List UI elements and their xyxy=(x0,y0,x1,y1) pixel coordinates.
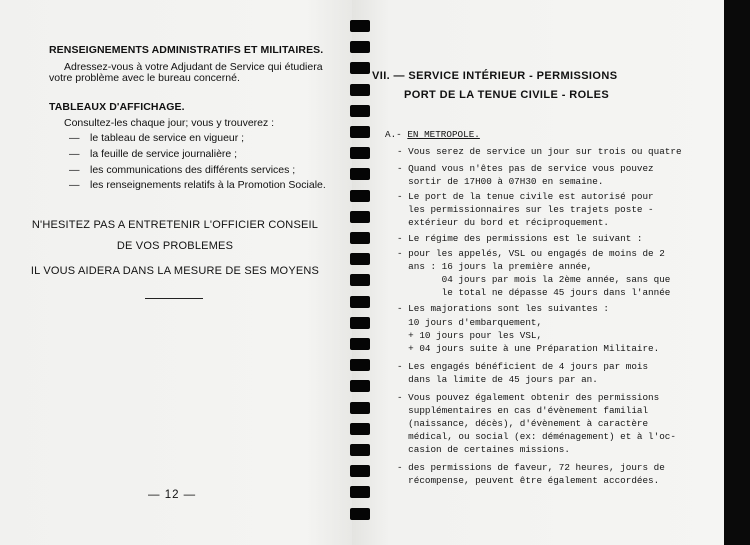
list-item: — les renseignements relatifs à la Promotion Sociale. xyxy=(69,179,326,191)
section-text-line: votre problème avec le bureau concerné. xyxy=(49,72,240,84)
text-line: - des permissions de faveur, 72 heures, jours de xyxy=(397,462,665,473)
binding-ring xyxy=(350,190,370,202)
binding-ring xyxy=(350,232,370,244)
binding-ring xyxy=(350,380,370,392)
notice-line: DE VOS PROBLEMES xyxy=(116,240,234,252)
binding-ring xyxy=(350,423,370,435)
binding-ring xyxy=(350,402,370,414)
text-line: médical, ou social (ex: déménagement) et à l'oc- xyxy=(397,431,676,442)
binding-ring xyxy=(350,211,370,223)
page-number: — 12 — xyxy=(148,489,197,501)
divider xyxy=(145,298,203,299)
notice-line: IL VOUS AIDERA DANS LA MESURE DE SES MOYENS xyxy=(30,265,320,277)
binding-ring xyxy=(350,296,370,308)
binding-ring xyxy=(350,20,370,32)
text-line: - Vous serez de service un jour sur trois ou quatre xyxy=(397,146,682,157)
list-item: — les communications des différents services ; xyxy=(69,164,296,176)
text-line: le total ne dépasse 45 jours dans l'année xyxy=(397,287,671,298)
binding-ring xyxy=(350,444,370,456)
text-line: sortir de 17H00 à 07H30 en semaine. xyxy=(397,176,604,187)
page-subtitle: PORT DE LA TENUE CIVILE - ROLES xyxy=(404,89,610,101)
text-line: extérieur du bord et réciproquement. xyxy=(397,217,610,228)
binding-ring xyxy=(350,105,370,117)
text-line: 10 jours d'embarquement, xyxy=(397,317,543,328)
text-line: + 10 jours pour les VSL, xyxy=(397,330,543,341)
text-line: casion de certaines missions. xyxy=(397,444,570,455)
binding-ring xyxy=(350,41,370,53)
section-text-line: Adressez-vous à votre Adjudant de Service qui étudiera xyxy=(64,61,323,73)
binding-ring xyxy=(350,126,370,138)
page-title: VII. — SERVICE INTÉRIEUR - PERMISSIONS xyxy=(372,70,618,82)
right-page xyxy=(352,0,724,545)
binding-ring xyxy=(350,84,370,96)
spiral-binding xyxy=(348,0,374,545)
text-line: supplémentaires en cas d'évènement familial xyxy=(397,405,649,416)
section-heading: A.- EN METROPOLE. xyxy=(385,129,480,140)
list-item: — la feuille de service journalière ; xyxy=(69,148,238,160)
section-title-administrative: RENSEIGNEMENTS ADMINISTRATIFS ET MILITAIRES. xyxy=(49,44,324,56)
text-line: récompense, peuvent être également accordées. xyxy=(397,475,660,486)
text-line: - pour les appelés, VSL ou engagés de moins de 2 xyxy=(397,248,665,259)
binding-ring xyxy=(350,253,370,265)
text-line: + 04 jours suite à une Préparation Militaire. xyxy=(397,343,660,354)
text-line: dans la limite de 45 jours par an. xyxy=(397,374,598,385)
left-page xyxy=(0,0,360,545)
binding-ring xyxy=(350,508,370,520)
text-line: les permissionnaires sur les trajets poste - xyxy=(397,204,654,215)
binding-ring xyxy=(350,465,370,477)
binding-ring xyxy=(350,62,370,74)
text-line: - Le port de la tenue civile est autorisé pour xyxy=(397,191,654,202)
binding-ring xyxy=(350,274,370,286)
text-line: 04 jours par mois la 2ème année, sans que xyxy=(397,274,671,285)
text-line: - Le régime des permissions est le suivant : xyxy=(397,233,643,244)
text-line: - Vous pouvez également obtenir des permissions xyxy=(397,392,660,403)
binding-ring xyxy=(350,338,370,350)
binding-ring xyxy=(350,317,370,329)
text-line: (naissance, décès), d'évènement à caractère xyxy=(397,418,649,429)
section-title-display-boards: TABLEAUX D'AFFICHAGE. xyxy=(49,101,185,113)
list-item: — le tableau de service en vigueur ; xyxy=(69,132,245,144)
notice-line: N'HESITEZ PAS A ENTRETENIR L'OFFICIER CONSEIL xyxy=(31,219,319,231)
section-intro: Consultez-les chaque jour; vous y trouverez : xyxy=(64,117,275,129)
text-line: - Les majorations sont les suivantes : xyxy=(397,303,610,314)
text-line: ans : 16 jours la première année, xyxy=(397,261,593,272)
binding-ring xyxy=(350,168,370,180)
binding-ring xyxy=(350,486,370,498)
binding-ring xyxy=(350,359,370,371)
text-line: - Les engagés bénéficient de 4 jours par mois xyxy=(397,361,649,372)
binding-ring xyxy=(350,147,370,159)
text-line: - Quand vous n'êtes pas de service vous pouvez xyxy=(397,163,654,174)
